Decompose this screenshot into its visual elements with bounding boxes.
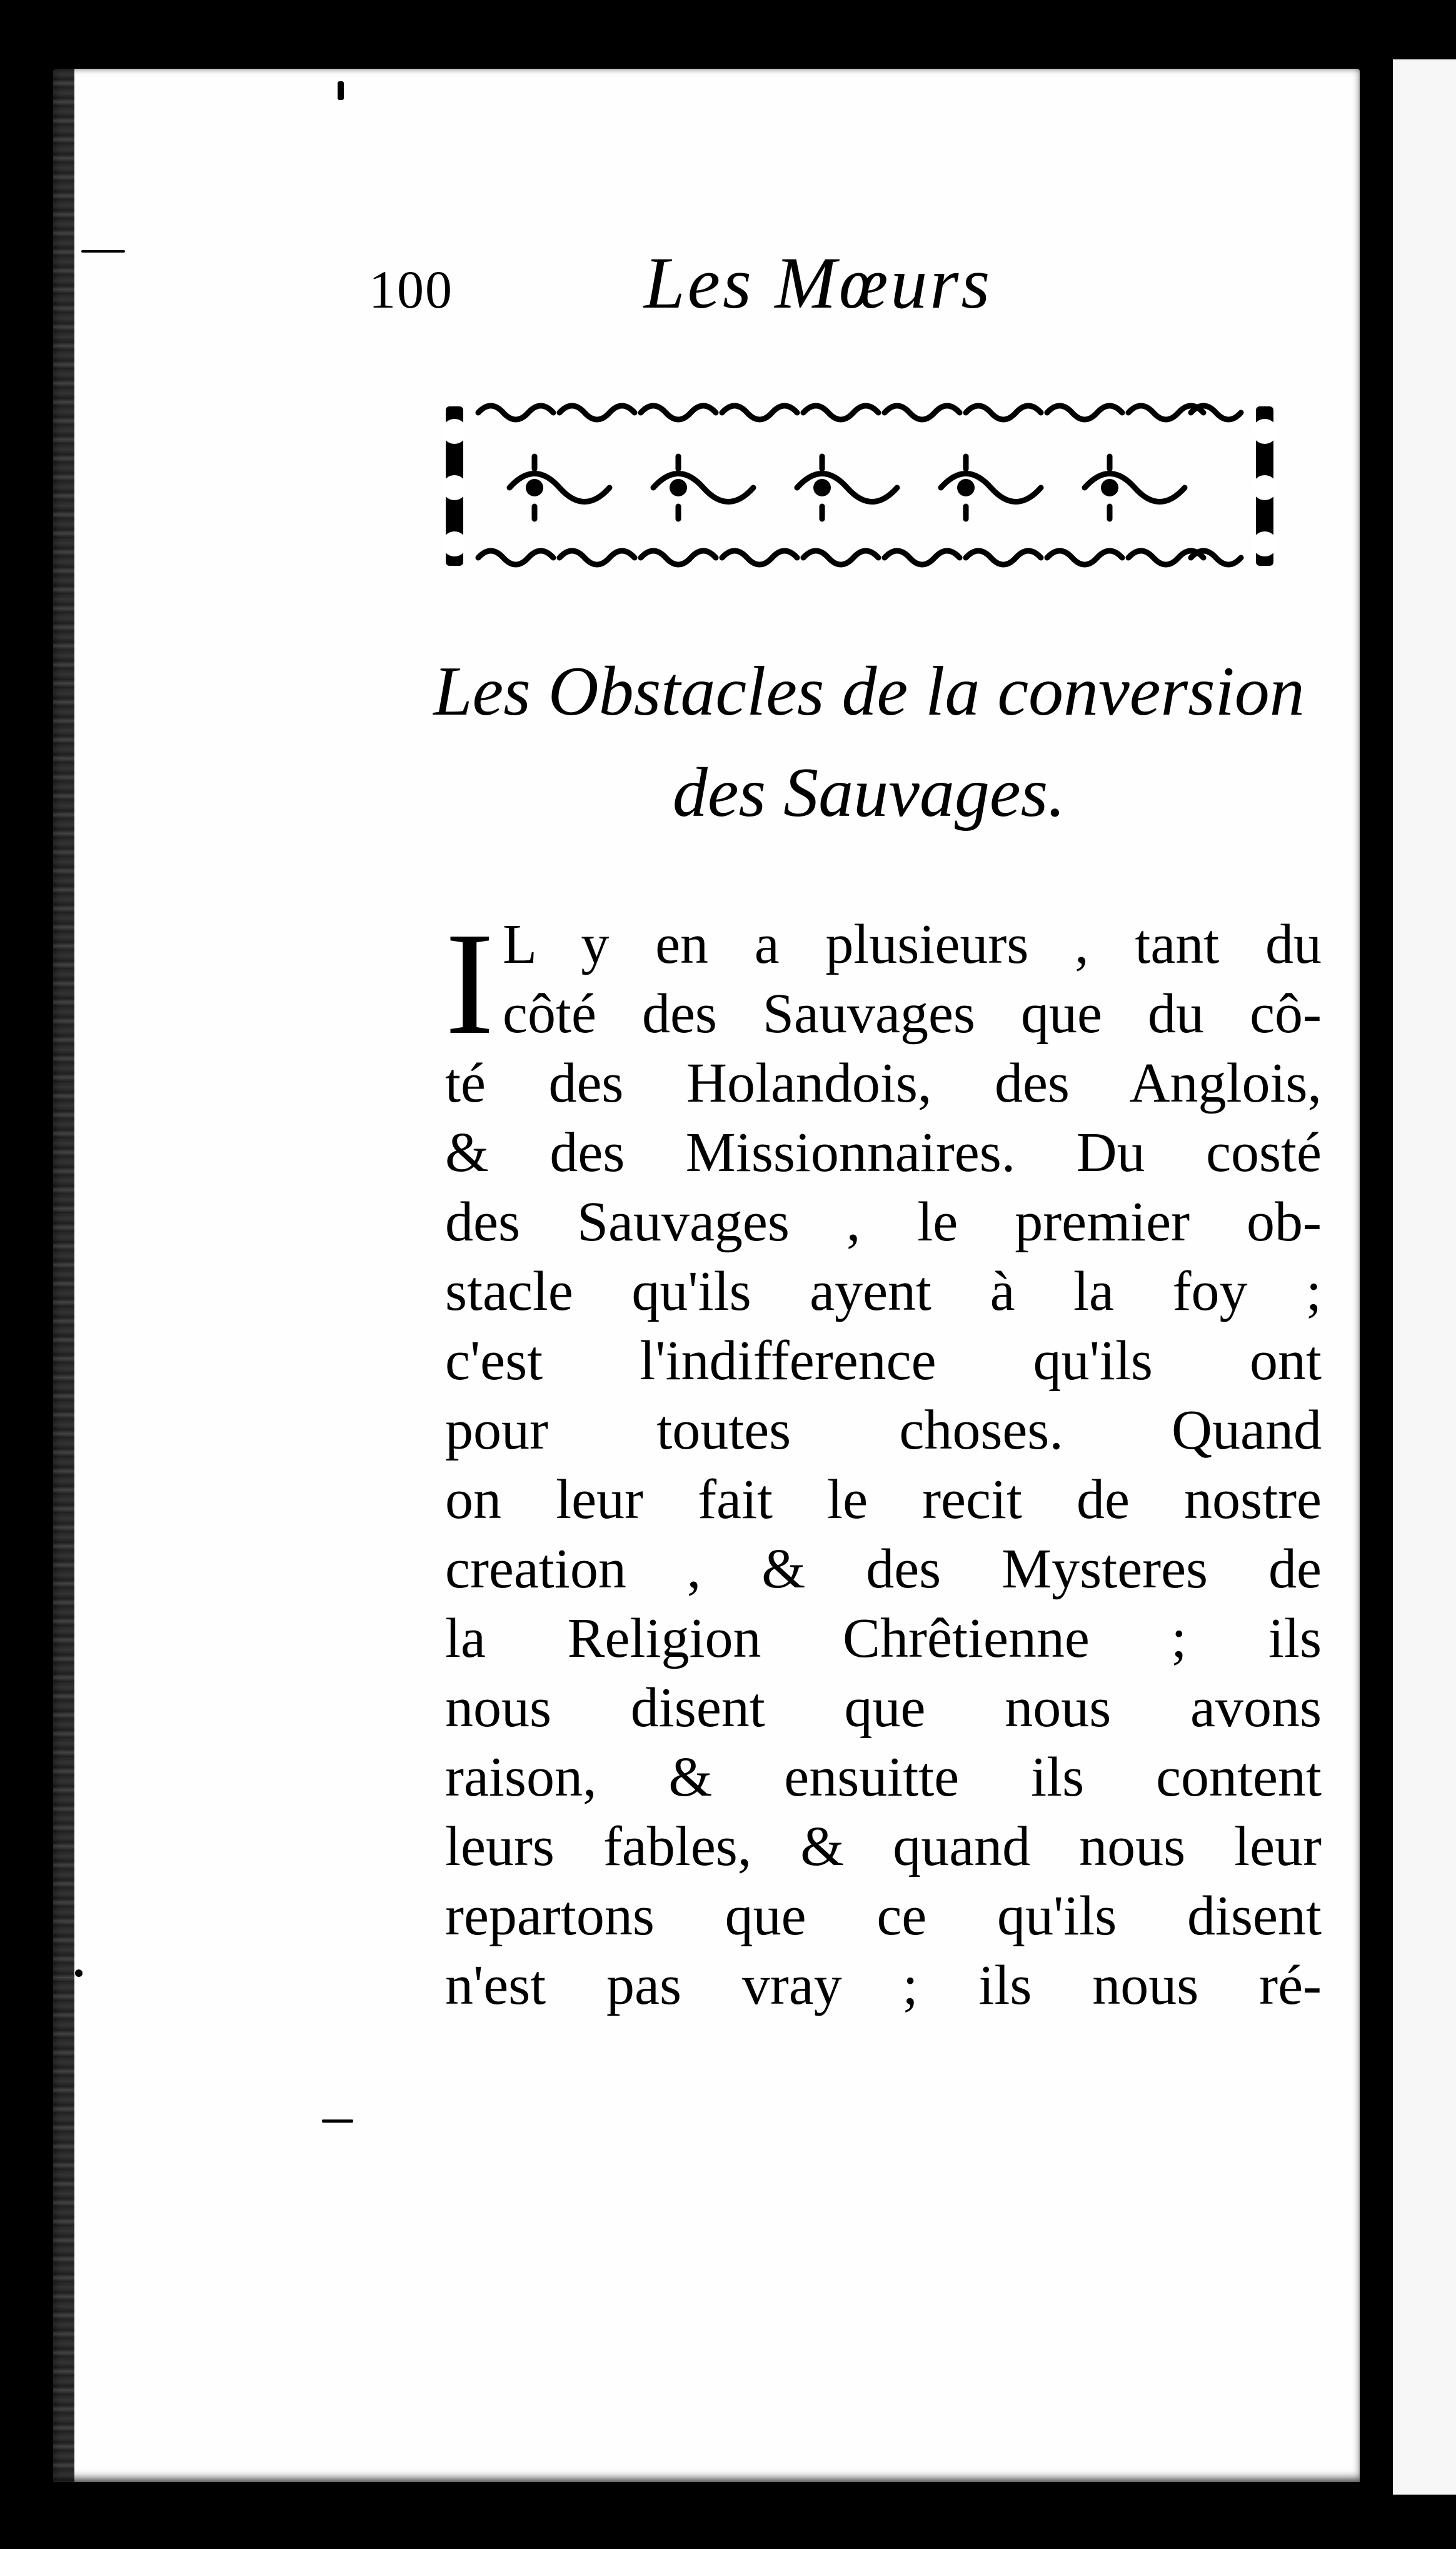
scan-speck bbox=[75, 1969, 83, 1977]
text-line: stacle qu'ils ayent à la foy ; bbox=[445, 1260, 1322, 1322]
chapter-heading bbox=[388, 641, 1350, 843]
printer-ornament-band bbox=[441, 394, 1278, 578]
page-number: 100 bbox=[369, 259, 453, 319]
text-line: & des Missionnaires. Du costé bbox=[445, 1122, 1322, 1184]
binding-gutter bbox=[53, 69, 74, 2482]
running-title: Les Mœurs bbox=[644, 242, 993, 324]
scan-speck bbox=[322, 2119, 353, 2123]
text-line: on leur fait le recit de nostre bbox=[445, 1469, 1322, 1531]
drop-cap: I bbox=[445, 902, 495, 1065]
scan-speck bbox=[81, 250, 125, 253]
chapter-heading-line-2: des Sauvages. bbox=[672, 754, 1066, 832]
text-line: des Sauvages , le premier ob- bbox=[445, 1191, 1322, 1253]
scan-speck bbox=[338, 81, 344, 100]
text-line: c'est l'indifference qu'ils ont bbox=[445, 1330, 1322, 1392]
text-line: côté des Sauvages que du cô- bbox=[503, 983, 1322, 1045]
text-line: té des Holandois, des Anglois, bbox=[445, 1052, 1322, 1114]
body-text bbox=[445, 902, 1322, 2020]
chapter-heading-line-1: Les Obstacles de la conversion bbox=[433, 653, 1305, 730]
text-line: la Religion Chrêtienne ; ils bbox=[445, 1607, 1322, 1669]
text-line: n'est pas vray ; ils nous ré- bbox=[445, 1954, 1322, 2016]
text-line: creation , & des Mysteres de bbox=[445, 1538, 1322, 1600]
text-line: nous disent que nous avons bbox=[445, 1677, 1322, 1739]
text-line: repartons que ce qu'ils disent bbox=[445, 1885, 1322, 1947]
text-line: leurs fables, & quand nous leur bbox=[445, 1816, 1322, 1878]
scan-bottom-edge bbox=[0, 2495, 1456, 2549]
adjacent-page-edge bbox=[1382, 59, 1456, 2498]
running-head bbox=[369, 241, 1113, 328]
text-line: L y en a plusieurs , tant du bbox=[503, 913, 1322, 975]
text-line: raison, & ensuitte ils content bbox=[445, 1746, 1322, 1808]
text-line: pour toutes choses. Quand bbox=[445, 1399, 1322, 1461]
